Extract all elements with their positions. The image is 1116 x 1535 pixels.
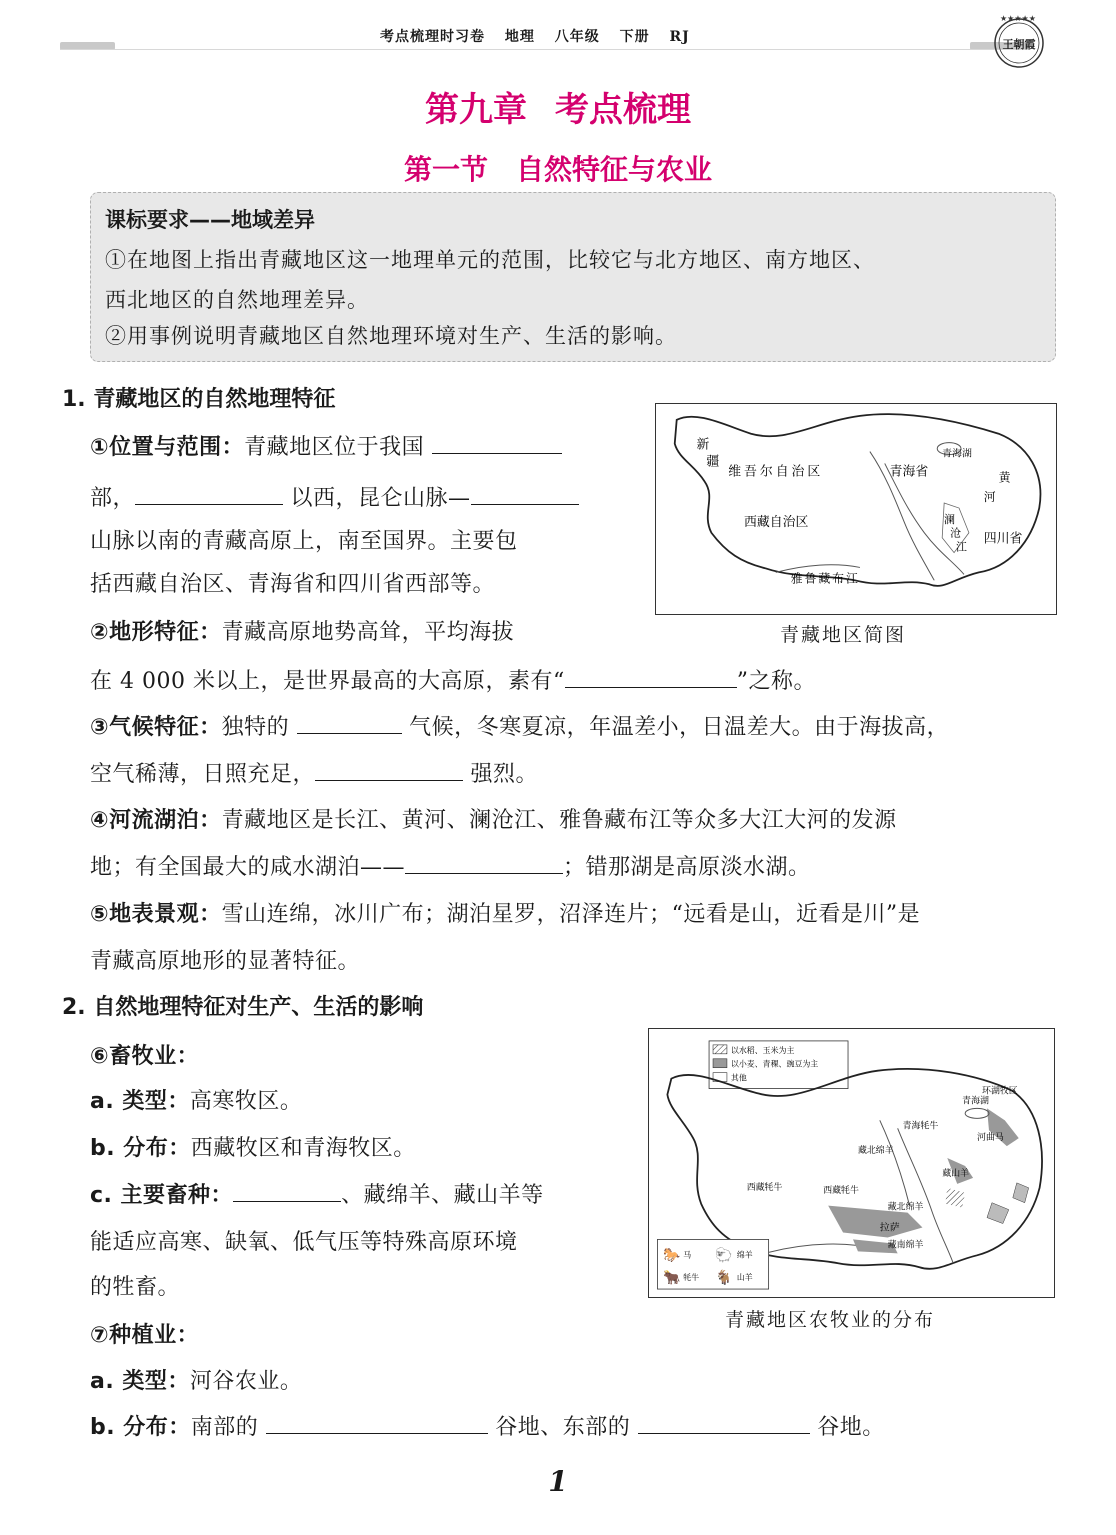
p1-line4: 括西藏自治区、青海省和四川省西部等。 — [90, 572, 496, 597]
map1-label: 沧 — [950, 526, 961, 540]
p6-a: a. 类型：高寒牧区。 — [90, 1089, 303, 1114]
blank-livestock[interactable] — [233, 1179, 341, 1202]
requirements-title: 课标要求——地域差异 — [105, 208, 315, 232]
svg-text:★★★★★: ★★★★★ — [1000, 14, 1036, 23]
blank-mountain-north[interactable] — [471, 482, 579, 505]
map1-label: 河 — [983, 490, 996, 505]
map1-label: 四川省 — [983, 531, 1023, 547]
map2-label: 藏南绵羊 — [887, 1240, 924, 1251]
p6-c-line3: 的牲畜。 — [90, 1275, 181, 1300]
blank-plateau-nickname[interactable] — [565, 665, 737, 688]
header-volume: 下册 — [619, 29, 650, 45]
part1-heading: 1. 青藏地区的自然地理特征 — [62, 387, 336, 412]
page-number: 1 — [548, 1465, 568, 1498]
running-header — [380, 26, 704, 46]
goat-icon: 🐐 — [715, 1270, 733, 1287]
agriculture-distribution-map — [648, 1028, 1055, 1298]
map2-label: 拉萨 — [879, 1222, 900, 1234]
sheep-icon: 🐑 — [715, 1247, 733, 1264]
map2-legend — [709, 1041, 848, 1089]
map1-label: 西藏自治区 — [744, 514, 809, 530]
map2-label: 环湖牧区 — [982, 1086, 1018, 1097]
blank-solar-radiation[interactable] — [315, 758, 463, 781]
p1-line1: ①位置与范围：青藏地区位于我国 — [90, 430, 562, 461]
p6-label: ⑥畜牧业： — [90, 1044, 200, 1069]
svg-text:马: 马 — [683, 1250, 692, 1260]
section-title: 第一节 自然特征与农业 — [403, 153, 713, 186]
map1-label: 青海省 — [889, 464, 929, 480]
header-edition: RJ — [669, 29, 690, 45]
header-rule — [60, 49, 1030, 50]
requirement-line-2: 西北地区的自然地理差异。 — [105, 288, 369, 312]
map1-label: 青海湖 — [942, 448, 972, 460]
map2-label: 青海湖 — [962, 1096, 989, 1107]
yak-icon: 🐂 — [663, 1270, 681, 1287]
p5-line2: 青藏高原地形的显著特征。 — [90, 949, 361, 974]
p7-label: ⑦种植业： — [90, 1323, 200, 1348]
map2-label: 西藏牦牛 — [746, 1182, 783, 1193]
svg-text:山羊: 山羊 — [736, 1273, 753, 1283]
map2-caption: 青藏地区农牧业的分布 — [725, 1309, 936, 1331]
part2-heading: 2. 自然地理特征对生产、生活的影响 — [62, 995, 424, 1020]
map2-label: 青海牦牛 — [902, 1121, 939, 1132]
p6-c: c. 主要畜种： 、藏绵羊、藏山羊等 — [90, 1178, 544, 1209]
map1-label: 疆 — [706, 454, 720, 470]
map2-label: 河曲马 — [977, 1133, 1004, 1144]
animal-legend — [657, 1239, 768, 1289]
horse-icon: 🐎 — [663, 1247, 681, 1264]
qingzang-region-map — [655, 403, 1057, 615]
p2-line1: ②地形特征：青藏高原地势高耸，平均海拔 — [90, 620, 515, 645]
map1-label: 澜 — [944, 512, 956, 526]
blank-mountain-east[interactable] — [135, 482, 283, 505]
header-book: 考点梳理时习卷 — [380, 29, 485, 45]
p1-line3: 山脉以南的青藏高原上，南至国界。主要包 — [90, 529, 518, 554]
map1-caption: 青藏地区简图 — [780, 624, 907, 646]
p7-a: a. 类型：河谷农业。 — [90, 1369, 303, 1394]
map2-label: 藏北绵羊 — [887, 1202, 924, 1213]
map1-label: 黄 — [998, 470, 1011, 485]
map2-label: 藏北绵羊 — [857, 1146, 894, 1157]
svg-text:其他: 其他 — [730, 1073, 747, 1083]
publisher-seal-logo — [990, 12, 1048, 70]
p6-b: b. 分布：西藏牧区和青海牧区。 — [90, 1136, 416, 1161]
svg-text:绵羊: 绵羊 — [736, 1250, 753, 1260]
blank-climate-type[interactable] — [297, 711, 402, 734]
blank-salt-lake[interactable] — [405, 851, 563, 874]
map1-label: 新 — [696, 437, 710, 453]
requirement-line-1: ①在地图上指出青藏地区这一地理单元的范围，比较它与北方地区、南方地区、 — [105, 248, 875, 272]
map2-label: 藏山羊 — [942, 1168, 970, 1179]
map1-label: 江 — [956, 540, 967, 554]
blank-location-direction[interactable] — [432, 431, 562, 454]
p3-line2: 空气稀薄，日照充足， 强烈。 — [90, 757, 538, 788]
p4-line1: ④河流湖泊：青藏地区是长江、黄河、澜沧江、雅鲁藏布江等众多大江大河的发源 — [90, 808, 897, 833]
requirement-line-3: ②用事例说明青藏地区自然地理环境对生产、生活的影响。 — [105, 324, 677, 348]
svg-text:牦牛: 牦牛 — [683, 1273, 700, 1283]
blank-south-valley[interactable] — [266, 1411, 488, 1434]
blank-east-valley[interactable] — [638, 1411, 810, 1434]
p4-line2: 地；有全国最大的咸水湖泊—— ；错那湖是高原淡水湖。 — [90, 850, 811, 881]
map2-label: 西藏牦牛 — [823, 1185, 859, 1196]
svg-text:以水稻、玉米为主: 以水稻、玉米为主 — [730, 1045, 795, 1055]
svg-text:以小麦、青稞、豌豆为主: 以小麦、青稞、豌豆为主 — [730, 1059, 819, 1069]
p5-line1: ⑤地表景观：雪山连绵，冰川广布；湖泊星罗，沼泽连片；“远看是山，近看是川”是 — [90, 902, 921, 927]
p3-line1: ③气候特征：独特的 气候，冬寒夏凉，年温差小，日温差大。由于海拔高， — [90, 710, 949, 741]
header-grade: 八年级 — [554, 29, 600, 45]
map1-label: 维吾尔自治区 — [728, 464, 824, 480]
p7-b: b. 分布：南部的 谷地、东部的 谷地。 — [90, 1410, 885, 1441]
chapter-title: 第九章 考点梳理 — [425, 90, 691, 130]
p1-line2: 部， 以西，昆仑山脉— — [90, 481, 579, 512]
map1-label: 雅鲁藏布江 — [790, 571, 860, 586]
header-subject: 地理 — [504, 29, 535, 45]
svg-text:王朝霞: 王朝霞 — [1002, 38, 1036, 51]
p2-line2: 在 4 000 米以上，是世界最高的大高原，素有“ ”之称。 — [90, 664, 816, 695]
p6-c-line2: 能适应高寒、缺氧、低气压等特殊高原环境 — [90, 1230, 518, 1255]
